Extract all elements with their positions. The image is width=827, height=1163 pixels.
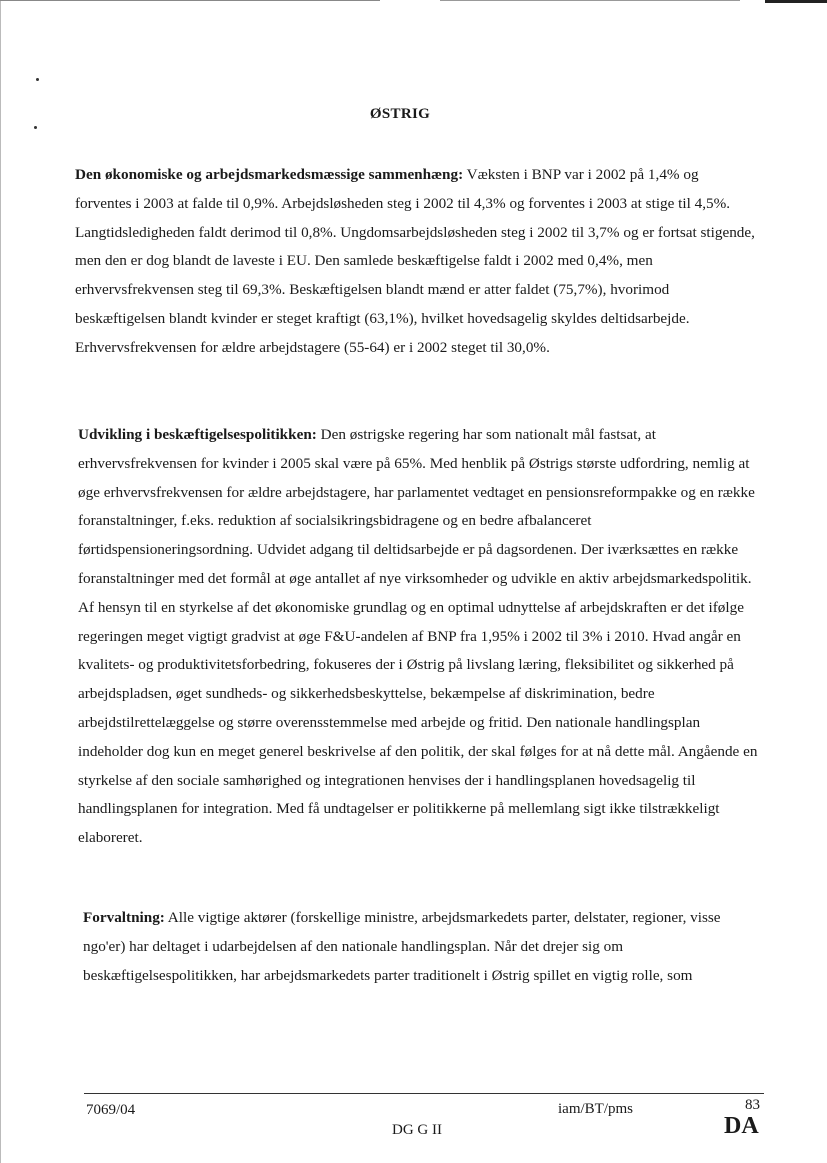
footer-language: DA (724, 1113, 759, 1139)
footer-doc-number: 7069/04 (86, 1102, 136, 1118)
footer-page-number: 83 (745, 1097, 760, 1113)
paragraph-text: Væksten i BNP var i 2002 på 1,4% og forventes i 2003 at falde til 0,9%. Arbejdsløsheden steg i 2002 til 4,3% og forventes i 2003 at stige til 4,5%. Langtidsledigheden faldt derimod til 0,8%. Ungdomsarbejdsløsheden steg i 2002 til 3,7% og er fortsat stigende, men den er dog blandt de laveste i EU. Den samlede beskæftigelse faldt i 2002 med 0,4%, men erhvervsfrekvensen steg til 69,3%. Beskæftigelsen blandt mænd er atter faldet (75,7%), hvorimod beskæftigelsen blandt kvinder er steget kraftigt (63,1%), hvilket hovedsagelig skyldes deltidsarbejde. Erhvervsfrekvensen for ældre arbejdstagere (55-64) er i 2002 steget til 30,0%. (75, 166, 755, 356)
footer-divider (84, 1093, 764, 1094)
paragraph-governance (83, 904, 763, 990)
scan-speck (36, 78, 39, 81)
scan-artifact (765, 0, 827, 3)
scan-artifact (0, 0, 380, 1)
paragraph-text: Alle vigtige aktører (forskellige ministre, arbejdsmarkedets parter, delstater, regioner, visse ngo'er) har deltaget i udarbejdelsen af den nationale handlingsplan. Når det drejer sig om beskæftigelsespolitikken, har arbejdsmarkedets parter traditionelt i Østrig spillet en vigtig rolle, som (83, 909, 721, 984)
footer-author: iam/BT/pms (558, 1101, 633, 1117)
scan-edge (0, 0, 1, 1163)
paragraph-employment-policy (78, 421, 758, 853)
page-title: ØSTRIG (369, 106, 431, 122)
paragraph-heading: Forvaltning: (83, 909, 165, 926)
paragraph-heading: Udvikling i beskæftigelsespolitikken: (78, 426, 317, 443)
scan-artifact (440, 0, 740, 1)
scan-speck (34, 126, 37, 129)
paragraph-economic-context (75, 161, 755, 363)
paragraph-heading: Den økonomiske og arbejdsmarkedsmæssige sammenhæng: (75, 166, 464, 183)
paragraph-text: Den østrigske regering har som nationalt mål fastsat, at erhvervsfrekvensen for kvinder i 2005 skal være på 65%. Med henblik på Østrigs største udfordring, nemlig at øge erhvervsfrekvensen for ældre arbejdstagere, har parlamentet vedtaget en pensionsreformpakke og en række foranstaltninger, f.eks. reduktion af socialsikringsbidragene og en bedre afbalanceret førtidspensioneringsordning. Udvidet adgang til deltidsarbejde er på dagsordenen. Der iværksættes en række foranstaltninger med det formål at øge antallet af nye virksomheder og udvikle en aktiv arbejdsmarkedspolitik. Af hensyn til en styrkelse af det økonomiske grundlag og en optimal udnyttelse af arbejdskraften er det ifølge regeringen meget vigtigt gradvist at øge F&U-andelen af BNP fra 1,95% i 2002 til 3% i 2010. Hvad angår en kvalitets- og produktivitetsforbedring, fokuseres der i Østrig på livslang læring, fleksibilitet og sikkerhed på arbejdspladsen, øget sundheds- og sikkerhedsbeskyttelse, bekæmpelse af diskrimination, bedre arbejdstilrettelæggelse og større overensstemmelse med arbejde og fritid. Den nationale handlingsplan indeholder dog kun en meget generel beskrivelse af den politik, der skal følges for at nå dette mål. Angående en styrkelse af den sociale samhørighed og integrationen henvises der i handlingsplanen hovedsagelig til handlingsplanen for integration. Med få undtagelser er politikkerne på mellemlang sigt ikke tilstrækkeligt elaboreret. (78, 426, 758, 847)
footer-department: DG G II (392, 1122, 442, 1138)
